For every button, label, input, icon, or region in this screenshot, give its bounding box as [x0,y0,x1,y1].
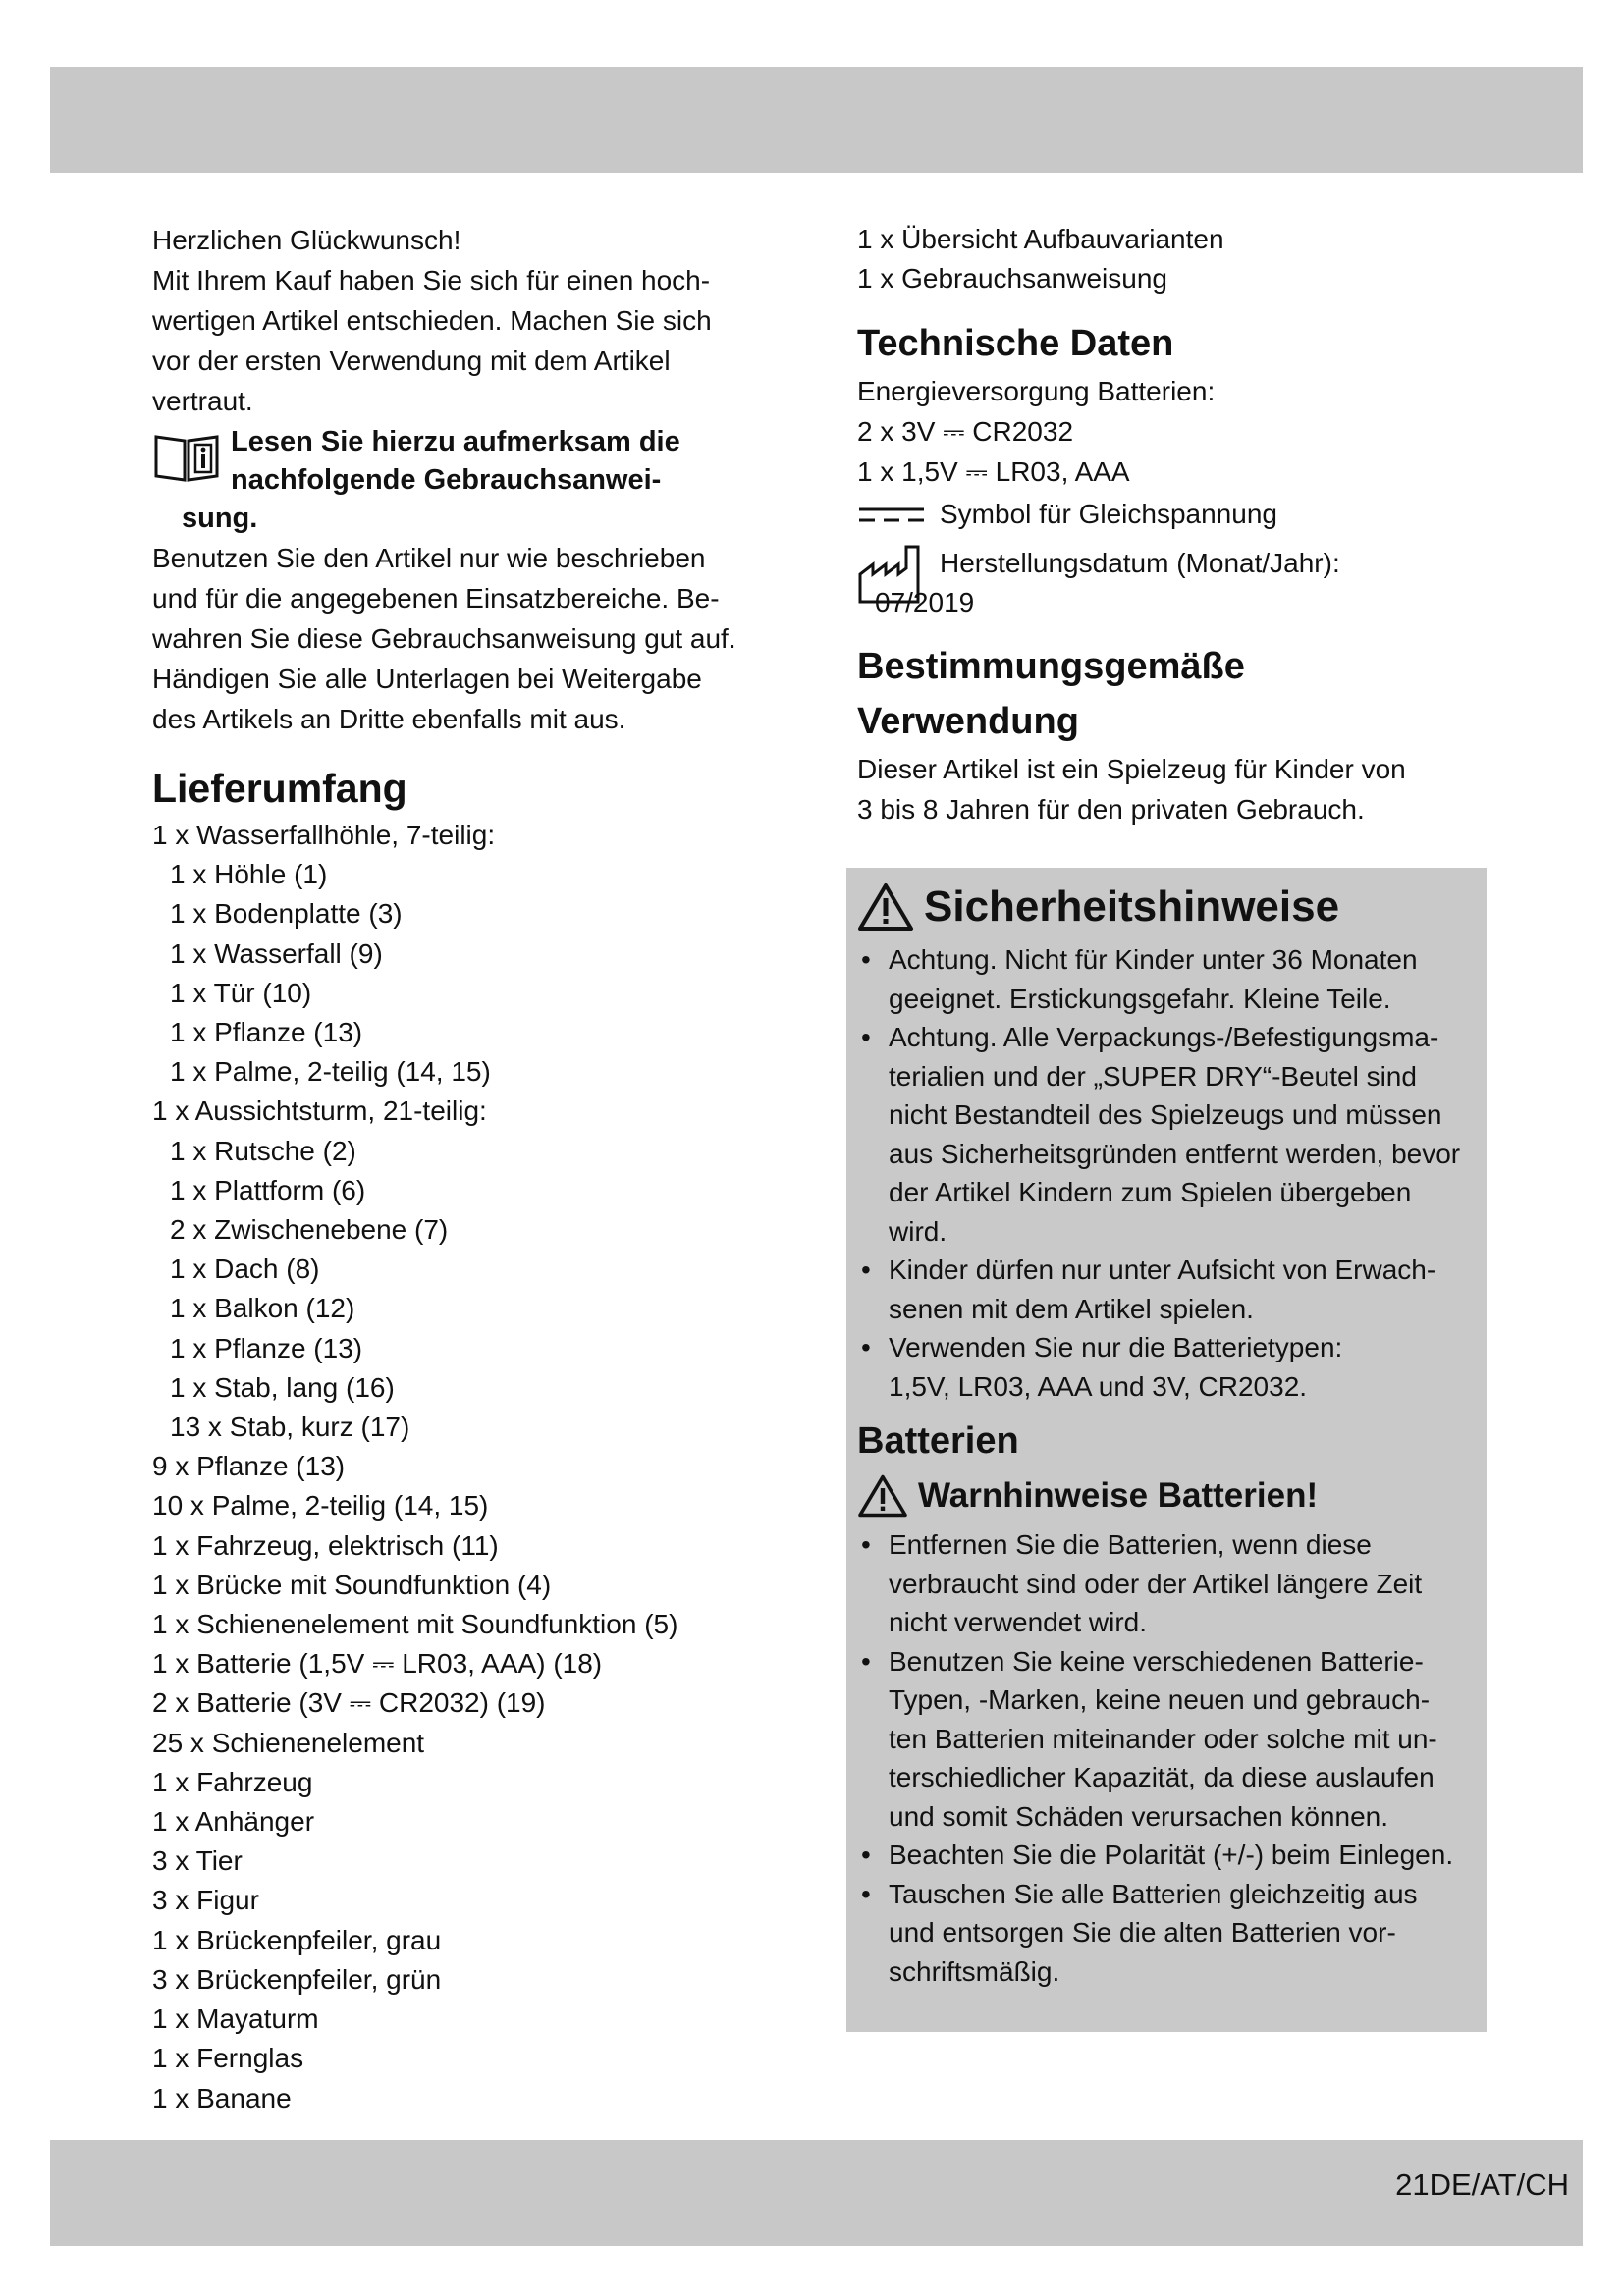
list-item: 1 x Pflanze (13) [170,1017,363,1048]
usage-text [152,538,781,739]
safety-item: • Kinder dürfen nur unter Aufsicht von Erwach- senen mit dem Artikel spielen. [857,1251,1486,1328]
list-item: 25 x Schienenelement [152,1727,425,1758]
safety-list [857,940,1486,1406]
list-item: 1 x Fernglas [152,2043,304,2074]
dc-symbol-row [857,494,1486,535]
manufacture-label: Herstellungsdatum (Monat/Jahr): [940,548,1340,579]
list-item: 1 x Batterie (1,5V ⎓ LR03, AAA) (18) [152,1648,603,1680]
usage-line: Benutzen Sie den Artikel nur wie beschrieben [152,543,706,573]
manufacture-date-row [857,541,1486,625]
list-item: 1 x Aussichtsturm, 21-teilig: [152,1095,487,1127]
safety-box [846,868,1487,2032]
notice-line: Lesen Sie hierzu aufmerksam die [231,426,680,457]
list-item: 1 x Plattform (6) [170,1174,366,1205]
usage-line: Händigen Sie alle Unterlagen bei Weitergabe [152,664,702,694]
list-item: 1 x Brücke mit Soundfunktion (4) [152,1569,552,1600]
list-item: 1 x Fahrzeug, elektrisch (11) [152,1529,499,1561]
intro-line: Mit Ihrem Kauf haben Sie sich für einen hoch- [152,265,711,295]
list-item: 1 x Palme, 2-teilig (14, 15) [170,1056,491,1088]
contents-list [152,816,781,2118]
list-item: 2 x Zwischenebene (7) [170,1214,449,1246]
list-item: 1 x Mayaturm [152,2003,319,2035]
safety-item: • Achtung. Alle Verpackungs-/Befestigungsma- terialien und der „SUPER DRY“-Beutel sind nicht Bestandteil des Spielzeugs und müssen aus Sicherheitsgründen entfernt werden, bevor der Artikel Kindern zum Spielen übergeben wird. [857,1018,1486,1251]
list-item: 1 x Höhle (1) [170,859,328,890]
list-item: 13 x Stab, kurz (17) [170,1412,410,1443]
left-column [152,220,781,2118]
battery-item: • Tauschen Sie alle Batterien gleichzeitig aus und entsorgen Sie die alten Batterien vor- schriftsmäßig. [857,1875,1486,1992]
list-item: 3 x Brückenpfeiler, grün [152,1963,442,1995]
safety-item: • Achtung. Nicht für Kinder unter 36 Monaten geeignet. Erstickungsgefahr. Kleine Teile. [857,940,1486,1018]
contents-list-continued [857,220,1486,298]
list-item: 1 x Dach (8) [170,1254,320,1285]
warning-triangle-icon [857,881,914,933]
list-item: 2 x Batterie (3V ⎓ CR2032) (19) [152,1687,546,1719]
list-item: 10 x Palme, 2-teilig (14, 15) [152,1490,489,1522]
battery-warning-title: Warnhinweise Batterien! [918,1476,1319,1515]
list-item: 1 x Rutsche (2) [170,1135,356,1166]
open-book-info-icon [152,431,221,484]
battery-warning-heading [857,1468,1486,1523]
section-title-lieferumfang: Lieferumfang [152,766,407,811]
notice-text [182,423,680,538]
list-item: 1 x Pflanze (13) [170,1332,363,1363]
list-item: 1 x Fahrzeug [152,1766,313,1797]
usage-line: wahren Sie diese Gebrauchsanweisung gut auf. [152,623,736,654]
notice-line: nachfolgende Gebrauchsanwei- [231,464,662,496]
intended-line: Dieser Artikel ist ein Spielzeug für Kinder von [857,754,1406,785]
list-item: 1 x Banane [152,2082,292,2113]
intended-line: 3 bis 8 Jahren für den privaten Gebrauch. [857,794,1365,826]
list-item: 1 x Wasserfallhöhle, 7-teilig: [152,820,496,850]
section-title-technische-daten: Technische Daten [857,323,1174,365]
battery-list [857,1525,1486,1991]
right-column [857,220,1486,829]
list-item: 1 x Balkon (12) [170,1293,355,1324]
battery-item: • Entfernen Sie die Batterien, wenn diese verbraucht sind oder der Artikel längere Zeit nicht verwendet wird. [857,1525,1486,1642]
direct-current-icon [857,504,926,525]
section-title-bestimmungsgemaesse: Bestimmungsgemäße [857,646,1245,688]
list-item: 1 x Brückenpfeiler, grau [152,1924,442,1955]
safety-heading [857,878,1486,936]
list-item: 9 x Pflanze (13) [152,1451,346,1482]
notice-line: sung. [182,503,258,534]
tech-line: Energieversorgung Batterien: [857,376,1216,407]
list-item: 1 x Gebrauchsanweisung [857,263,1167,294]
list-item: 1 x Bodenplatte (3) [170,898,403,930]
intro-line: vertraut. [152,386,253,416]
manufacture-date: 07/2019 [875,587,975,618]
intro-line: wertigen Artikel entschieden. Machen Sie sich [152,305,712,336]
tech-line: 2 x 3V ⎓ CR2032 [857,416,1074,448]
intro-line: Herzlichen Glückwunsch! [152,225,461,255]
intro-line: vor der ersten Verwendung mit dem Artikel [152,346,671,376]
intro-text [152,220,781,421]
list-item: 3 x Figur [152,1885,259,1916]
safety-item: • Verwenden Sie nur die Batterietypen: 1,5V, LR03, AAA und 3V, CR2032. [857,1328,1486,1406]
usage-line: und für die angegebenen Einsatzbereiche. Be- [152,583,720,614]
safety-title: Sicherheitshinweise [924,882,1340,931]
list-item: 1 x Wasserfall (9) [170,937,383,969]
header-band [50,67,1583,173]
page-number: 21DE/AT/CH [1395,2167,1569,2202]
list-item: 3 x Tier [152,1845,243,1877]
dc-symbol-text: Symbol für Gleichspannung [940,499,1277,530]
list-item: 1 x Stab, lang (16) [170,1371,395,1403]
battery-item: • Beachten Sie die Polarität (+/-) beim Einlegen. [857,1836,1486,1875]
tech-line: 1 x 1,5V ⎓ LR03, AAA [857,456,1130,488]
list-item: 1 x Übersicht Aufbauvarianten [857,224,1224,254]
read-instructions-notice [152,423,781,538]
section-title-batterien: Batterien [857,1420,1019,1462]
list-item: 1 x Anhänger [152,1806,315,1838]
section-title-verwendung: Verwendung [857,701,1079,743]
usage-line: des Artikels an Dritte ebenfalls mit aus. [152,704,626,734]
warning-triangle-icon [857,1473,908,1519]
battery-item: • Benutzen Sie keine verschiedenen Batterie- Typen, -Marken, keine neuen und gebrauch- ten Batterien miteinander oder solche mit un- terschiedlicher Kapazität, da diese auslaufen und somit Schäden verursachen können. [857,1642,1486,1837]
footer-band [50,2140,1583,2246]
list-item: 1 x Schienenelement mit Soundfunktion (5) [152,1609,678,1640]
list-item: 1 x Tür (10) [170,977,312,1008]
